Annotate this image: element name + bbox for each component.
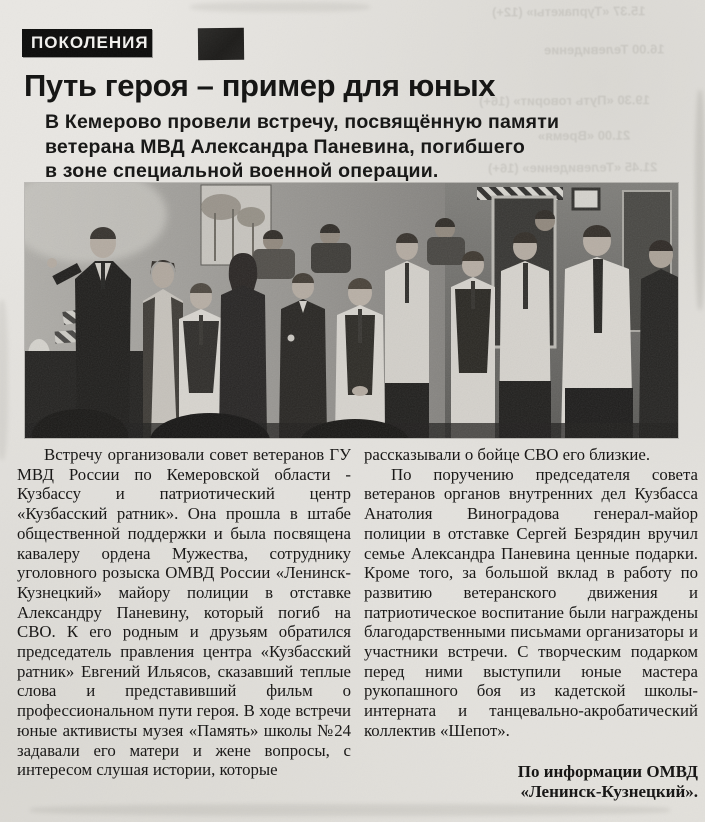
accent-square: [198, 28, 244, 60]
body-column-left: [17, 445, 351, 802]
body-column-right: [364, 445, 698, 802]
byline: [364, 762, 698, 802]
article-body: [17, 445, 698, 802]
bleedthrough-line: 21.00 «Время»: [537, 127, 631, 144]
article-paragraph-continuation: рассказывали о бойце СВО его близкие.: [364, 445, 651, 464]
scan-smudge: [30, 804, 670, 816]
byline-line: По информации ОМВД: [517, 762, 698, 781]
bleedthrough-line: 21.45 «Телевидение» (16+): [487, 159, 658, 176]
bleedthrough-line: 19.30 «Путь говорит» (16+): [479, 92, 651, 109]
byline-line: «Ленинск-Кузнецкий».: [520, 782, 698, 801]
article-title: Путь героя – пример для юных: [24, 68, 496, 103]
subtitle-line: В Кемерово провели встречу, посвящённую памяти: [45, 111, 560, 133]
article-paragraph: Встречу организовали совет ветеранов ГУ МВД России по Кемеровской области - Кузбассу и патриотический центр «Кузбасский ратник». Она прошла в штабе общественной поддержки и была посвящена кавалеру ордена Мужества, сотруднику уголовного розыска ОМВД России «Ленинск-Кузнецкий» майору полиции в отставке Александру Паневину, который погиб на СВО. К его родным и друзьям обратился председатель правления центра «Кузбасский ратник» Евгений Ильясов, сказавший теплые слова и представивший фильм о профессиональном пути героя. В ходе встречи юные активисты музея «Память» школы №24 задавали его матери и жене вопросы, с интересом слушая истории, которые: [17, 445, 351, 780]
article-subtitle: [45, 110, 645, 184]
section-label: ПОКОЛЕНИЯ: [31, 33, 149, 52]
article-photo: [25, 183, 678, 438]
subtitle-line: ветерана МВД Александра Паневина, погибшего: [45, 135, 525, 158]
section-label-box: [22, 29, 152, 57]
scan-smudge: [0, 300, 8, 460]
subtitle-line: в зоне специальной военной операции.: [45, 160, 439, 183]
bleedthrough-line: 16.00 Телевидение: [544, 41, 666, 58]
bleedthrough-line: 15.37 «Турпакеты» (12+): [491, 3, 646, 20]
article-paragraph: По поручению председателя совета ветеранов органов внутренних дел Кузбасса Анатолия Виноградова генерал-майор полиции в отставке Сергей Безрядин вручил семье Александра Паневина ценные подарки. Кроме того, за большой вклад в работу по развитию ветеранского движения и патриотическое воспитание были награждены благодарственными письмами организаторы и участники встречи. С творческим подарком перед ними выступили юные мастера рукопашного боя из кадетской школы-интерната и танцевально-акробатический коллектив «Шепот».: [364, 464, 698, 740]
scan-smudge: [695, 90, 705, 310]
scan-smudge: [190, 2, 370, 12]
photo-grain: [25, 183, 678, 438]
